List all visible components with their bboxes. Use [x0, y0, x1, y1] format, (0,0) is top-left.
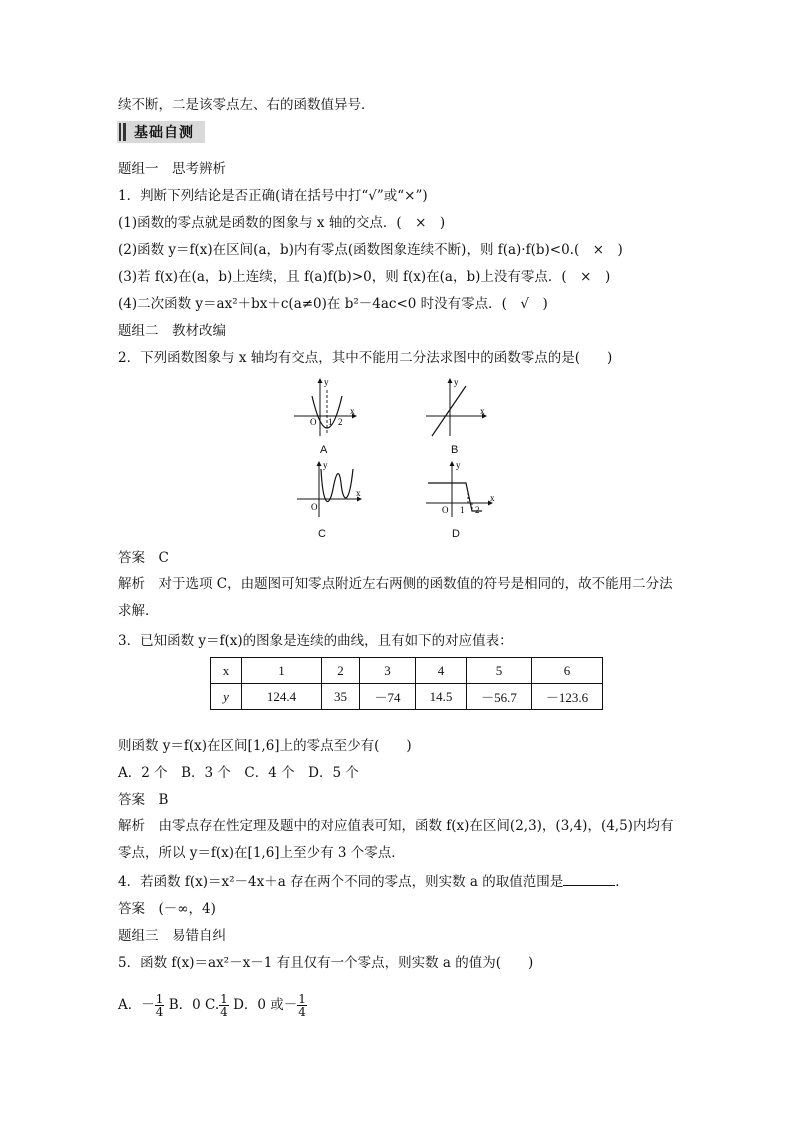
q3-question: 则函数 y＝f(x)在区间[1,6]上的零点至少有( ) [118, 738, 412, 754]
frac-num: 1 [155, 992, 164, 1006]
q1-stem: 1．判断下列结论是否正确(请在括号中打“√”或“×”) [118, 188, 428, 204]
table-cell: 5 [467, 658, 532, 684]
table-cell: 14.5 [416, 684, 467, 710]
q5-options [118, 990, 307, 1020]
q4-end: ． [615, 874, 629, 890]
table-row [211, 684, 603, 710]
q2-analysis: 解析 对于选项 C，由题图可知零点附近左右两侧的函数值的符号是相同的，故不能用二分法求解． [118, 576, 673, 619]
q2-stem: 2．下列函数图象与 x 轴均有交点，其中不能用二分法求图中的函数零点的是( ) [118, 350, 613, 366]
table-cell: －123.6 [532, 684, 603, 710]
graph-a-t1: 1 [328, 417, 333, 427]
q4-blank [563, 873, 615, 886]
graph-a-t2: 2 [338, 417, 343, 427]
graph-b [420, 376, 490, 438]
q4-line [118, 873, 629, 891]
graph-d [422, 459, 502, 519]
graph-c-x: x [356, 488, 361, 498]
q2-answer: 答案 C [118, 550, 169, 566]
graph-d-label: D [452, 528, 460, 540]
q1-item-3: (3)若 f(x)在(a，b)上连续，且 f(a)f(b)>0，则 f(x)在(a，b)上没有零点．( × ) [118, 269, 611, 285]
graph-d-y: y [456, 460, 461, 470]
q1-item-1: (1)函数的零点就是函数的图象与 x 轴的交点．( × ) [118, 215, 446, 231]
graph-d-o: O [442, 505, 449, 515]
q1-item-4: (4)二次函数 y＝ax²＋bx＋c(a≠0)在 b²－4ac<0 时没有零点．( √ ) [118, 296, 548, 312]
q5-option-a-prefix: A．－ [118, 997, 155, 1013]
q3-options: A．2 个 B．3 个 C．4 个 D．5 个 [118, 765, 359, 781]
table-cell: 2 [322, 658, 360, 684]
q4-stem: 4．若函数 f(x)＝x²－4x＋a 存在两个不同的零点，则实数 a 的取值范围是 [118, 874, 564, 890]
section-header [117, 121, 205, 143]
q3-stem: 3．已知函数 y＝f(x)的图象是连续的曲线，且有如下的对应值表： [118, 633, 513, 649]
graph-c-y: y [323, 460, 328, 470]
frac-num: 1 [298, 992, 306, 1006]
values-table [210, 657, 603, 710]
table-cell: 35 [322, 684, 360, 710]
table-header-x: x [211, 658, 242, 684]
q5-option-c-prefix: C. [205, 997, 220, 1013]
table-cell: 3 [360, 658, 416, 684]
group-title-3: 题组三 易错自纠 [118, 928, 226, 944]
q5-option-d-prefix: D．0 或－ [233, 997, 298, 1013]
frac-den: 4 [220, 1005, 228, 1019]
q5-stem: 5．函数 f(x)＝ax²－x－1 有且仅有一个零点，则实数 a 的值为( ) [118, 955, 534, 971]
graph-d-t1: 1 [460, 505, 465, 515]
q3-answer: 答案 B [118, 792, 169, 808]
graph-b-y: y [454, 377, 459, 387]
frac-den: 4 [155, 1005, 164, 1019]
graph-a-y: y [324, 377, 329, 387]
table-cell: －74 [360, 684, 416, 710]
intro-line: 续不断，二是该零点左、右的函数值异号． [118, 97, 375, 113]
group-title-2: 题组二 教材改编 [118, 323, 226, 339]
table-cell: 4 [416, 658, 467, 684]
graph-a-label: A [320, 444, 328, 456]
graph-d-t2: 2 [475, 505, 480, 515]
frac-den: 4 [298, 1005, 306, 1019]
graph-a-x: x [350, 406, 355, 416]
frac-num: 1 [220, 992, 228, 1006]
graph-c [293, 459, 367, 519]
graph-b-label: B [451, 444, 459, 456]
section-bars-icon [119, 123, 126, 141]
table-cell: 6 [532, 658, 603, 684]
group-title-1: 题组一 思考辨析 [118, 161, 226, 177]
table-cell: －56.7 [467, 684, 532, 710]
graph-c-label: C [318, 528, 326, 540]
graph-b-x: x [480, 406, 485, 416]
fraction-d [297, 993, 307, 1018]
section-title: 基础自测 [134, 125, 194, 141]
q5-option-b: B．0 [168, 997, 201, 1013]
graph-c-o: O [311, 502, 318, 512]
q4-answer: 答案 (－∞，4) [118, 901, 216, 917]
graph-d-x: x [490, 493, 495, 503]
graph-a-o: O [310, 417, 317, 427]
table-header-y: y [211, 684, 242, 710]
graph-a [290, 376, 360, 438]
table-row [211, 658, 603, 684]
fraction-c [219, 993, 229, 1018]
table-cell: 124.4 [242, 684, 322, 710]
q3-analysis: 解析 由零点存在性定理及题中的对应值表可知，函数 f(x)在区间(2,3)，(3,4)，(4,5)内均有零点，所以 y＝f(x)在[1,6]上至少有 3 个零点． [118, 818, 674, 861]
q1-item-2: (2)函数 y＝f(x)在区间(a，b)内有零点(函数图象连续不断)，则 f(a)·f(b)<0.( × ) [118, 242, 623, 258]
table-cell: 1 [242, 658, 322, 684]
fraction-a [155, 993, 165, 1018]
